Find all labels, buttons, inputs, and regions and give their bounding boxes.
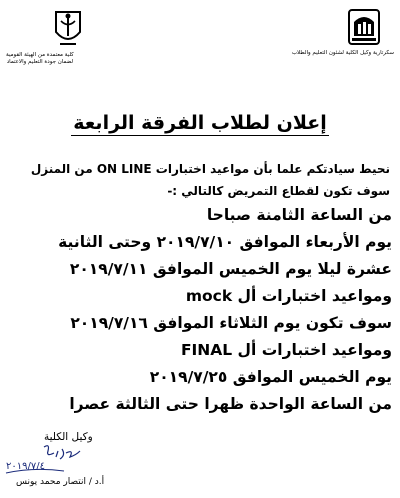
page-title bbox=[0, 112, 400, 134]
body-line: ومواعيد اختبارات أل FINAL bbox=[180, 341, 392, 359]
body-line: سوف تكون يوم الثلاثاء الموافق ٢٠١٩/٧/١٦ bbox=[70, 314, 392, 332]
body-line: من الساعة الواحدة ظهرا حتى الثالثة عصرا bbox=[69, 395, 392, 413]
header-right-caption: سكرتارية وكيل الكلية لشئون التعليم والطلاب bbox=[291, 50, 394, 56]
body-line: عشرة ليلا يوم الخميس الموافق ٢٠١٩/٧/١١ bbox=[69, 260, 392, 278]
header-left-caption bbox=[6, 52, 74, 66]
signature-name: أ.د / انتصار محمد يونس bbox=[16, 477, 105, 487]
page-title-text: إعلان لطلاب الفرقة الرابعة bbox=[73, 112, 327, 134]
body-line: يوم الأربعاء الموافق ٢٠١٩/٧/١٠ وحتى الثانية bbox=[58, 233, 392, 251]
body-line: يوم الخميس الموافق ٢٠١٩/٧/٢٥ bbox=[149, 368, 392, 386]
faculty-nursing-logo-icon bbox=[50, 6, 86, 50]
header-left-caption-line2: لضمان جودة التعليم والاعتماد bbox=[6, 59, 74, 65]
intro-line-2: سوف تكون لقطاع التمريض كالتالي :- bbox=[167, 184, 390, 198]
signature-date: ٢٠١٩/٧/٤ bbox=[6, 461, 45, 472]
signature-title: وكيل الكلية bbox=[44, 431, 93, 443]
body-line: ومواعيد اختبارات أل mock bbox=[185, 287, 392, 305]
handwritten-signature bbox=[4, 441, 102, 481]
body-line: من الساعة الثامنة صباحا bbox=[206, 206, 392, 224]
header-left-caption-line1: كلية معتمدة من الهيئة القومية bbox=[6, 52, 74, 58]
intro-line-1: نحيط سيادتكم علما بأن مواعيد اختبارات ON LINE من المنزل bbox=[30, 162, 390, 176]
university-seal-icon bbox=[346, 6, 382, 50]
